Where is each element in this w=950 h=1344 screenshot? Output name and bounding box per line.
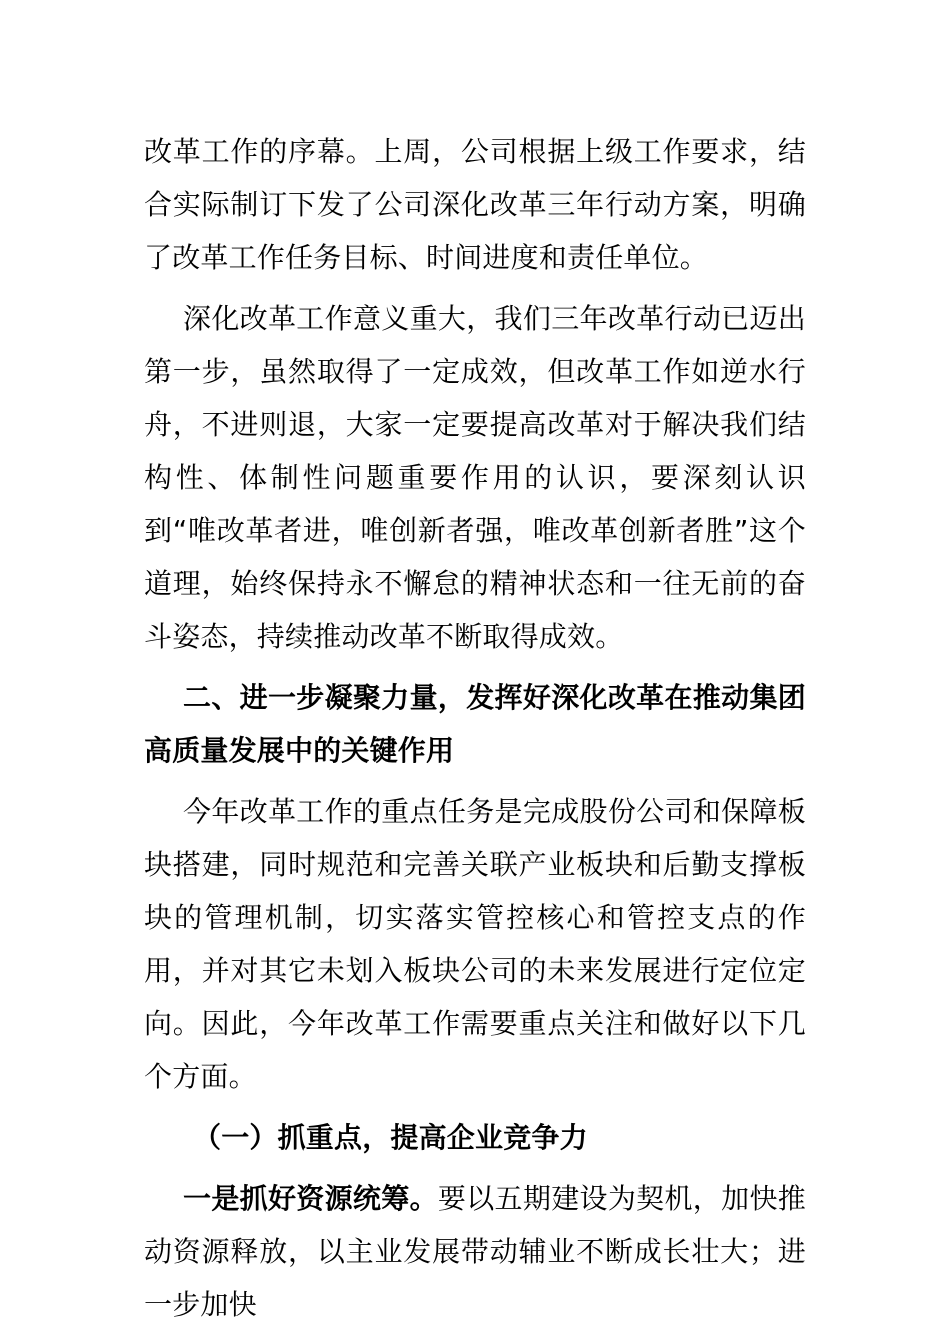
section-heading-2: 二、进一步凝聚力量，发挥好深化改革在推动集团高质量发展中的关键作用 <box>144 681 806 767</box>
paragraph-continuation: 改革工作的序幕。上周，公司根据上级工作要求，结合实际制订下发了公司深化改革三年行动方案，明确了改革工作任务目标、时间进度和责任单位。 <box>144 135 806 274</box>
paragraph-reform-significance: 深化改革工作意义重大，我们三年改革行动已迈出第一步，虽然取得了一定成效，但改革工作如逆水行舟，不进则退，大家一定要提高改革对于解决我们结构性、体制性问题重要作用的认识，要深刻认识到“唯改革者进，唯创新者强，唯改革创新者胜”这个道理，始终保持永不懈怠的精神状态和一往无前的奋斗姿态，持续推动改革不断取得成效。 <box>144 302 806 653</box>
paragraph-key-tasks: 今年改革工作的重点任务是完成股份公司和保障板块搭建，同时规范和完善关联产业板块和后勤支撑板块的管理机制，切实落实管控核心和管控支点的作用，并对其它未划入板块公司的未来发展进行定位定向。因此，今年改革工作需要重点关注和做好以下几个方面。 <box>144 795 806 1093</box>
subheading-1: （一）抓重点，提高企业竞争力 <box>193 1121 588 1154</box>
paragraph-body-text: 要以五期建设为契机，加快推动资源释放，以主业发展带动辅业不断成长壮大；进一步加快 <box>144 1182 806 1321</box>
paragraph-lead-phrase: 一是抓好资源统筹。 <box>183 1182 438 1215</box>
paragraph-resource-coordination <box>144 1172 806 1331</box>
document-body <box>144 125 806 1339</box>
